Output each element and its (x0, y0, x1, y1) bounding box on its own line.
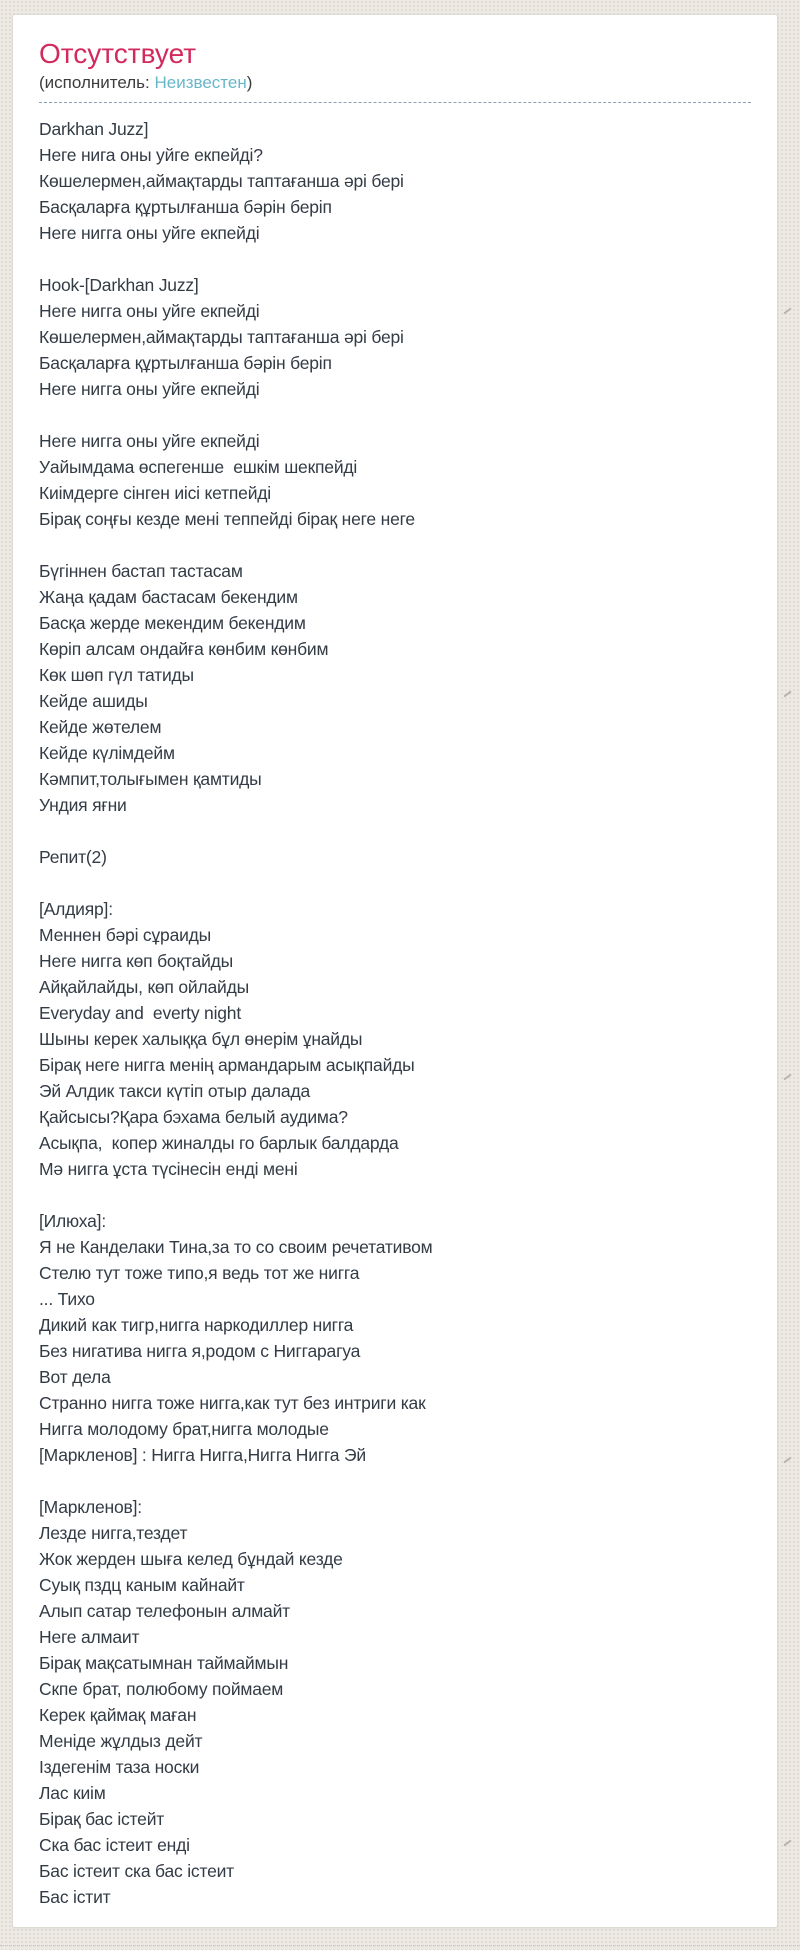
lyric-blank-line (39, 532, 751, 558)
lyrics-card (12, 14, 778, 1928)
lyric-line: Меннен бәрі сұраиды (39, 925, 212, 945)
lyric-line: Кейде ашиды (39, 691, 148, 711)
lyric-blank-line (39, 818, 751, 844)
lyric-line: Көшелермен,аймақтарды таптағанша әрі бері (39, 171, 404, 191)
lyric-line: Көріп алсам ондайға көнбим көнбим (39, 639, 329, 659)
lyric-line: Вот дела (39, 1367, 111, 1387)
lyric-line: Неге нигга оны уйге екпейді (39, 431, 260, 451)
song-title: Отсутствует (39, 38, 197, 69)
lyric-line: Без нигатива нигга я,родом с Ниггарагуа (39, 1341, 361, 1361)
artist-line (39, 73, 751, 103)
lyric-line: Странно нигга тоже нигга,как тут без интриги как (39, 1393, 426, 1413)
paper-speck (783, 308, 792, 315)
paper-speck (783, 1840, 792, 1847)
lyric-line: Уайымдама өспегенше ешкім шекпейді (39, 457, 358, 477)
lyric-line: Эй Алдик такси күтіп отыр далада (39, 1081, 311, 1101)
lyric-line: Басқа жерде мекендим бекендим (39, 613, 306, 633)
lyric-line: Неге нигга оны уйге екпейді (39, 301, 260, 321)
lyric-line: Лас киім (39, 1783, 106, 1803)
lyric-line: ... Тихо (39, 1289, 95, 1309)
lyric-line: Бас істеит ска бас істеит (39, 1861, 235, 1881)
lyric-line: Бірақ бас істейт (39, 1809, 165, 1829)
lyric-line: Кейде күлімдейм (39, 743, 175, 763)
paper-speck (783, 1457, 792, 1464)
lyric-blank-line (39, 402, 751, 428)
artist-link[interactable]: Неизвестен (154, 73, 247, 92)
paper-speck (783, 691, 792, 698)
lyric-line: Everyday and everty night (39, 1003, 241, 1023)
lyric-line: Репит(2) (39, 847, 107, 867)
bottom-divider (0, 1945, 800, 1946)
lyric-line: Меніде жұлдыз дейт (39, 1731, 203, 1751)
lyric-blank-line (39, 246, 751, 272)
lyric-line: Hook-[Darkhan Juzz] (39, 275, 199, 295)
lyric-line: Бірақ соңғы кезде мені теппейді бірақ неге неге (39, 509, 415, 529)
lyric-line: [Илюха]: (39, 1211, 106, 1231)
lyric-line: Ундия яғни (39, 795, 127, 815)
lyric-line: Бірақ мақсатымнан таймаймын (39, 1653, 289, 1673)
lyric-line: Асықпа, копер жиналды го барлык балдарда (39, 1133, 399, 1153)
lyric-line: [Маркленов] : Нигга Нигга,Нигга Нигга Эй (39, 1445, 366, 1465)
lyric-line: Киімдерге сінген иісі кетпейді (39, 483, 271, 503)
lyric-line: Алып сатар телефонын алмайт (39, 1601, 290, 1621)
lyric-line: [Маркленов]: (39, 1497, 142, 1517)
lyric-line: Неге нигга оны уйге екпейді (39, 223, 260, 243)
lyric-line: Лезде нигга,тездет (39, 1523, 188, 1543)
lyric-line: Скпе брат, полюбому поймаем (39, 1679, 284, 1699)
lyric-line: Бас істит (39, 1887, 111, 1907)
lyric-line: Мә нигга ұста түсінесін енді мені (39, 1159, 298, 1179)
lyric-line: Қайсысы?Қара бэхама белый аудима? (39, 1107, 348, 1127)
artist-suffix-label: ) (246, 73, 253, 92)
lyric-line: Іздегенім таза носки (39, 1757, 200, 1777)
lyric-line: Нигга молодому брат,нигга молодые (39, 1419, 329, 1439)
lyric-line: Суық пздц каным кайнайт (39, 1575, 245, 1595)
lyric-line: Неге нига оны уйге екпейді? (39, 145, 263, 165)
artist-prefix-label: (исполнитель: (39, 73, 150, 92)
lyric-line: Неге нигга көп боқтайды (39, 951, 234, 971)
lyric-line: Дикий как тигр,нигга наркодиллер нигга (39, 1315, 354, 1335)
lyric-line: Неге алмаит (39, 1627, 140, 1647)
lyric-line: Я не Канделаки Тина,за то со своим речетативом (39, 1237, 433, 1257)
lyrics-text (39, 116, 751, 1910)
lyric-line: Кейде жөтелем (39, 717, 162, 737)
lyric-line: Керек қаймақ маған (39, 1705, 197, 1725)
lyric-line: Көшелермен,аймақтарды таптағанша әрі бері (39, 327, 404, 347)
lyric-line: Басқаларға құртылғанша бәрін беріп (39, 197, 332, 217)
lyric-line: Басқаларға құртылғанша бәрін беріп (39, 353, 332, 373)
lyric-line: Жок жерден шыға келед бұндай кезде (39, 1549, 343, 1569)
lyric-line: Жаңа қадам бастасам бекендим (39, 587, 298, 607)
lyric-line: Бүгіннен бастап тастасам (39, 561, 243, 581)
lyric-line: Көк шөп гүл татиды (39, 665, 194, 685)
lyric-line: Неге нигга оны уйге екпейді (39, 379, 260, 399)
paper-speck (783, 1074, 792, 1081)
lyric-line: Бірақ неге нигга менің армандарым асықпайды (39, 1055, 415, 1075)
lyric-line: Ска бас істеит енді (39, 1835, 190, 1855)
lyric-line: [Алдияр]: (39, 899, 113, 919)
lyric-line: Кәмпит,толығымен қамтиды (39, 769, 262, 789)
lyric-blank-line (39, 870, 751, 896)
lyric-line: Стелю тут тоже типо,я ведь тот же нигга (39, 1263, 360, 1283)
lyric-blank-line (39, 1468, 751, 1494)
lyric-line: Шыны керек халыққа бұл өнерім ұнайды (39, 1029, 363, 1049)
lyric-line: Darkhan Juzz] (39, 119, 149, 139)
lyric-blank-line (39, 1182, 751, 1208)
lyric-line: Айқайлайды, көп ойлайды (39, 977, 249, 997)
